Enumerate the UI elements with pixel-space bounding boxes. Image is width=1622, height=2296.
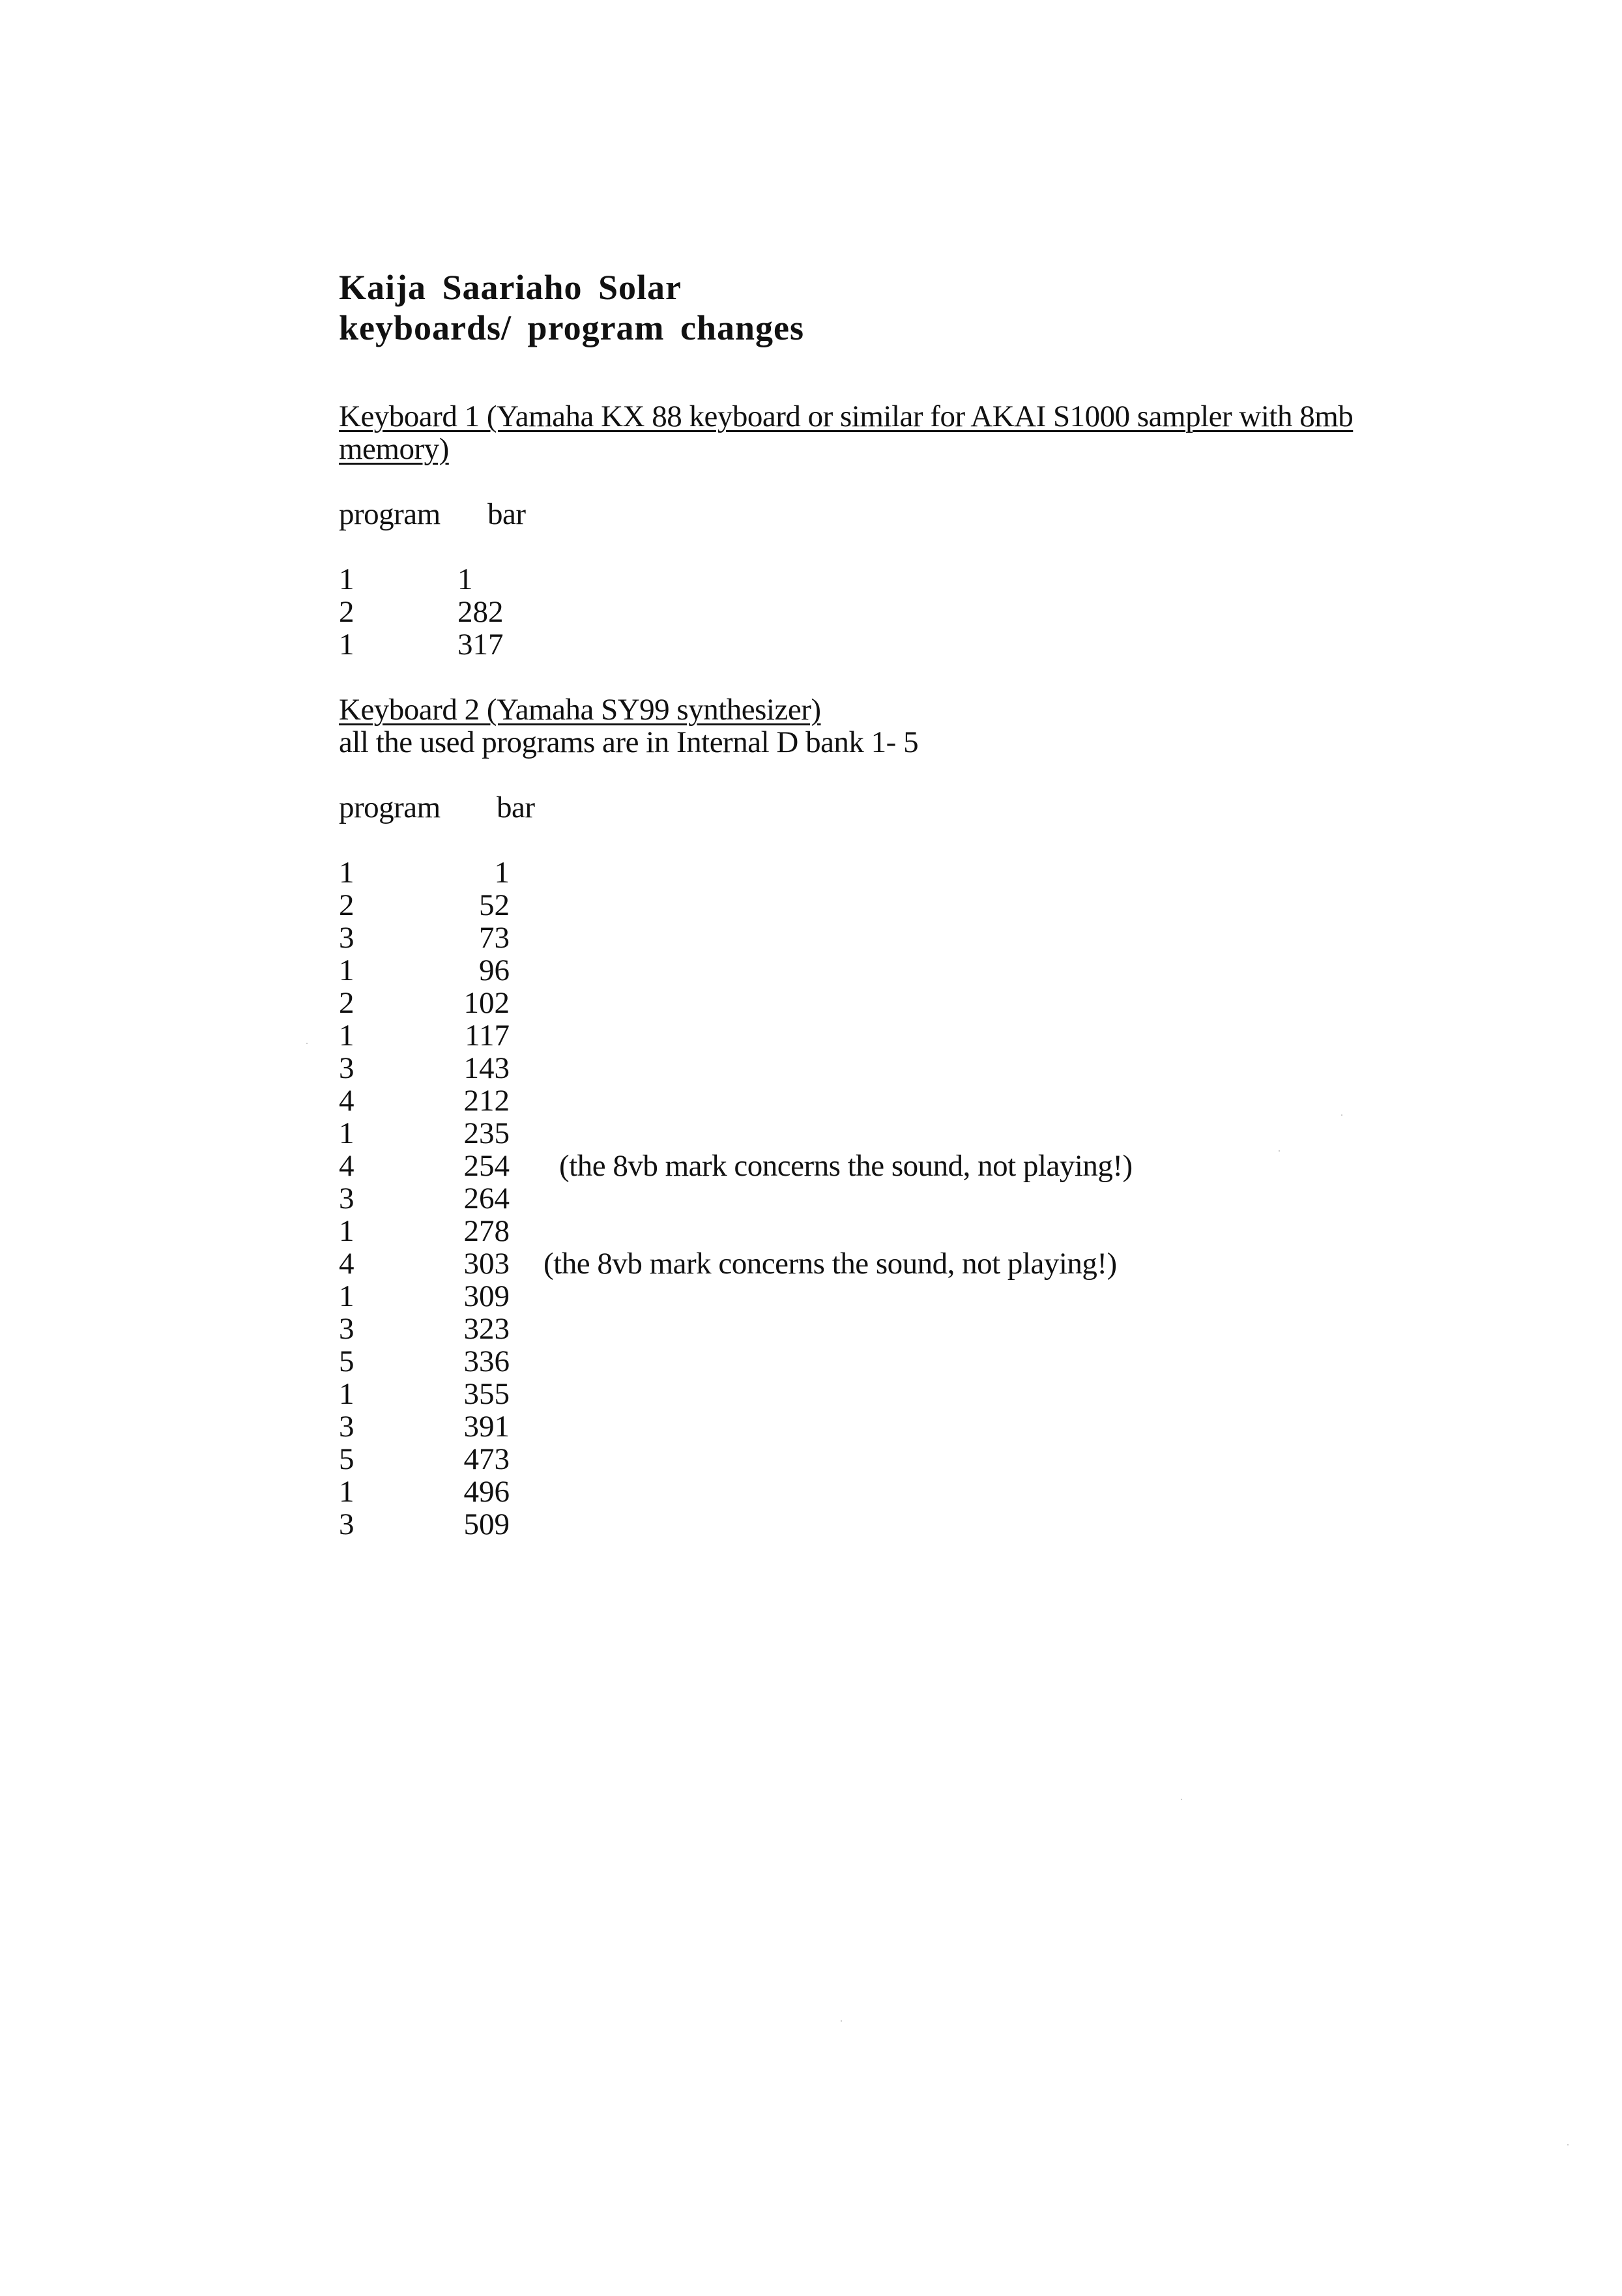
title-line-2: keyboards/ program changes: [339, 308, 805, 347]
program-number: 2: [339, 888, 355, 922]
table-row: [339, 1247, 1447, 1280]
keyboard1-col-bar: bar: [487, 497, 526, 531]
keyboard2-section: [339, 693, 1447, 1541]
program-number: 3: [339, 1182, 355, 1215]
keyboard2-col-program: program: [339, 791, 441, 824]
bar-number: 212: [463, 1084, 510, 1118]
table-row: [339, 1084, 1447, 1117]
program-number: 1: [339, 1475, 355, 1509]
program-number: 3: [339, 1051, 355, 1085]
row-note: (the 8vb mark concerns the sound, not playing!): [543, 1247, 1117, 1281]
bar-number: 1: [494, 856, 510, 890]
program-number: 3: [339, 1410, 355, 1444]
bar-number: 336: [463, 1344, 510, 1378]
bar-number: 143: [463, 1051, 510, 1085]
program-number: 1: [339, 856, 355, 890]
table-row: [339, 1280, 1447, 1313]
program-number: 1: [339, 562, 355, 596]
program-number: 2: [339, 595, 355, 629]
table-row: [339, 987, 1447, 1019]
row-note: (the 8vb mark concerns the sound, not playing!): [559, 1149, 1133, 1183]
table-row: [339, 1117, 1447, 1150]
program-number: 3: [339, 921, 355, 955]
keyboard1-column-header: [339, 498, 1447, 530]
table-row: [339, 1508, 1447, 1541]
table-row: [339, 1052, 1447, 1084]
table-row: [339, 922, 1447, 954]
table-row: [339, 1313, 1447, 1345]
program-number: 3: [339, 1312, 355, 1346]
table-row: [339, 1443, 1447, 1475]
keyboard2-table: [339, 856, 1447, 1541]
program-number: 5: [339, 1344, 355, 1378]
bar-number: 254: [463, 1149, 510, 1183]
keyboard1-col-program: program: [339, 497, 441, 531]
table-row: [339, 954, 1447, 987]
bar-number: 1: [457, 562, 473, 596]
program-number: 3: [339, 1507, 355, 1541]
bar-number: 473: [463, 1442, 510, 1476]
table-row: [339, 1150, 1447, 1182]
program-number: 4: [339, 1149, 355, 1183]
bar-number: 73: [479, 921, 510, 955]
bar-number: 52: [479, 888, 510, 922]
bar-number: 264: [463, 1182, 510, 1215]
program-number: 2: [339, 986, 355, 1020]
bar-number: 317: [457, 628, 504, 661]
program-number: 5: [339, 1442, 355, 1476]
program-number: 1: [339, 1279, 355, 1313]
bar-number: 282: [457, 595, 504, 629]
bar-number: 303: [463, 1247, 510, 1281]
program-number: 4: [339, 1084, 355, 1118]
keyboard1-section: [339, 400, 1447, 661]
scan-speck: [306, 1043, 308, 1044]
table-row: [339, 1345, 1447, 1378]
scan-speck: [1181, 1799, 1182, 1800]
bar-number: 96: [479, 953, 510, 987]
table-row: [339, 628, 1447, 661]
table-row: [339, 596, 1447, 628]
bar-number: 309: [463, 1279, 510, 1313]
program-number: 1: [339, 953, 355, 987]
keyboard1-table: [339, 563, 1447, 661]
bar-number: 496: [463, 1475, 510, 1509]
keyboard2-column-header: [339, 791, 1447, 824]
table-row: [339, 1475, 1447, 1508]
bar-number: 235: [463, 1116, 510, 1150]
bar-number: 278: [463, 1214, 510, 1248]
document-title: [339, 267, 1447, 348]
bar-number: 117: [465, 1019, 510, 1053]
bar-number: 509: [463, 1507, 510, 1541]
scan-speck: [1567, 2144, 1569, 2145]
table-row: [339, 856, 1447, 889]
table-row: [339, 889, 1447, 922]
program-number: 1: [339, 628, 355, 661]
bar-number: 391: [463, 1410, 510, 1444]
bar-number: 323: [463, 1312, 510, 1346]
bar-number: 355: [463, 1377, 510, 1411]
keyboard2-col-bar: bar: [497, 791, 535, 824]
table-row: [339, 1019, 1447, 1052]
keyboard2-subheading: all the used programs are in Internal D bank 1- 5: [339, 725, 919, 759]
title-line-1: Kaija Saariaho Solar: [339, 268, 682, 307]
keyboard2-heading: Keyboard 2 (Yamaha SY99 synthesizer): [339, 693, 821, 727]
bar-number: 102: [463, 986, 510, 1020]
table-row: [339, 563, 1447, 596]
program-number: 1: [339, 1116, 355, 1150]
document-content: [339, 267, 1447, 1541]
program-number: 1: [339, 1019, 355, 1053]
keyboard1-heading: Keyboard 1 (Yamaha KX 88 keyboard or similar for AKAI S1000 sampler with 8mb memory): [339, 400, 1354, 466]
table-row: [339, 1215, 1447, 1247]
program-number: 4: [339, 1247, 355, 1281]
table-row: [339, 1182, 1447, 1215]
scan-speck: [841, 2020, 842, 2022]
table-row: [339, 1410, 1447, 1443]
table-row: [339, 1378, 1447, 1410]
program-number: 1: [339, 1214, 355, 1248]
program-number: 1: [339, 1377, 355, 1411]
